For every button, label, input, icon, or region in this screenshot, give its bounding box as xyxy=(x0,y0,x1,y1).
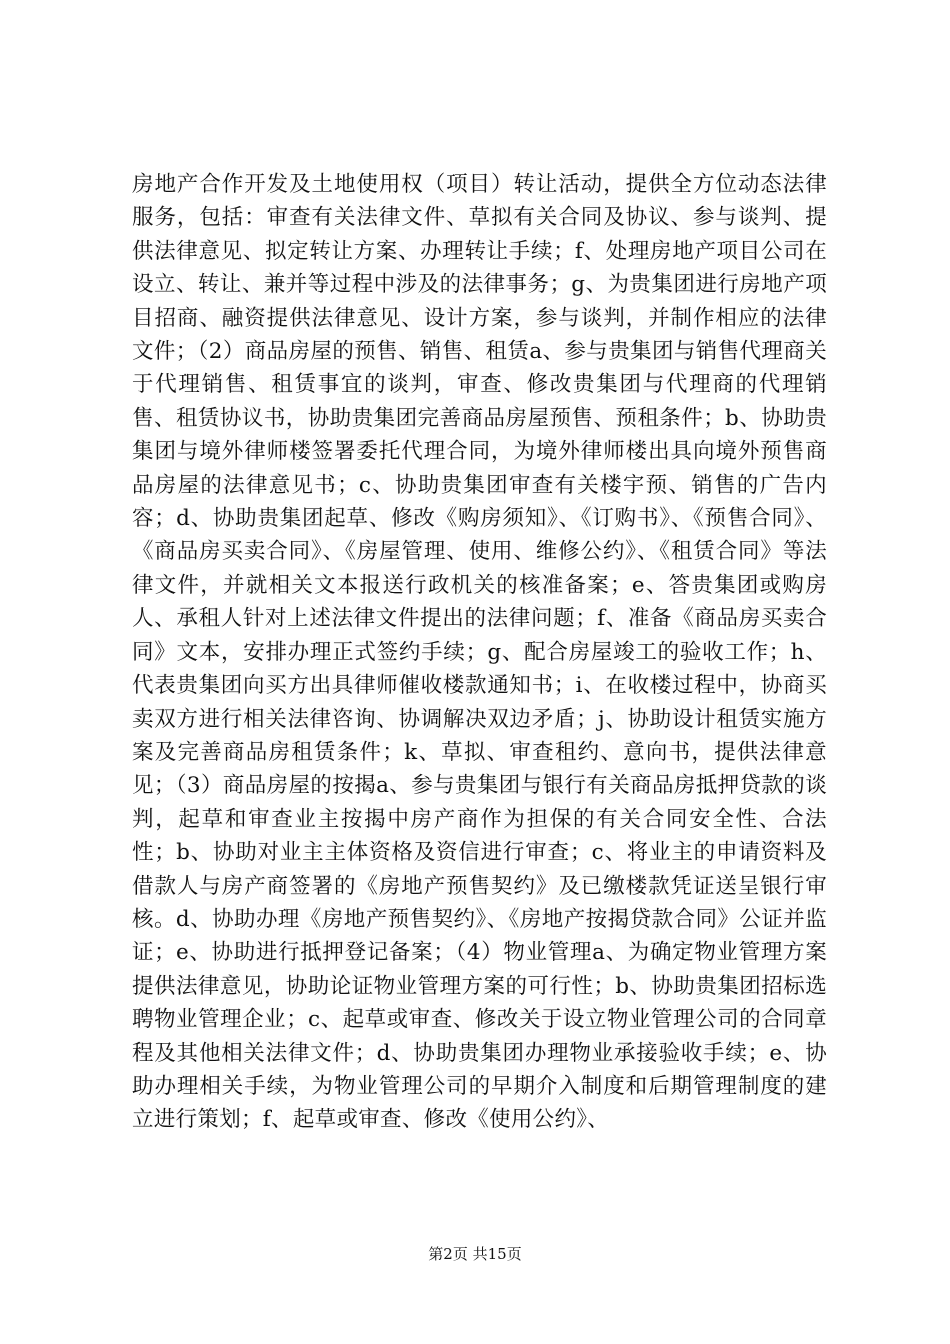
body-paragraph: 房地产合作开发及土地使用权（项目）转让活动，提供全方位动态法律服务，包括：审查有关法律文件、草拟有关合同及协议、参与谈判、提供法律意见、拟定转让方案、办理转让手续；f、处理房地产项目公司在设立、转让、兼并等过程中涉及的法律事务；g、为贵集团进行房地产项目招商、融资提供法律意见、设计方案，参与谈判，并制作相应的法律文件；（2）商品房屋的预售、销售、租赁a、参与贵集团与销售代理商关于代理销售、租赁事宜的谈判，审查、修改贵集团与代理商的代理销售、租赁协议书，协助贵集团完善商品房屋预售、预租条件；b、协助贵集团与境外律师楼签署委托代理合同，为境外律师楼出具向境外预售商品房屋的法律意见书；c、协助贵集团审查有关楼宇预、销售的广告内容；d、协助贵集团起草、修改《购房须知》、《订购书》、《预售合同》、《商品房买卖合同》、《房屋管理、使用、维修公约》、《租赁合同》等法律文件，并就相关文本报送行政机关的核准备案；e、答贵集团或购房人、承租人针对上述法律文件提出的法律问题；f、准备《商品房买卖合同》文本，安排办理正式签约手续；g、配合房屋竣工的验收工作；h、代表贵集团向买方出具律师催收楼款通知书；i、在收楼过程中，协商买卖双方进行相关法律咨询、协调解决双边矛盾；j、协助设计租赁实施方案及完善商品房租赁条件；k、草拟、审查租约、意向书，提供法律意见；（3）商品房屋的按揭a、参与贵集团与银行有关商品房抵押贷款的谈判，起草和审查业主按揭中房产商作为担保的有关合同安全性、合法性；b、协助对业主主体资格及资信进行审查；c、将业主的申请资料及借款人与房产商签署的《房地产预售契约》及已缴楼款凭证送呈银行审核。d、协助办理《房地产预售契约》、《房地产按揭贷款合同》公证并监证；e、协助进行抵押登记备案；（4）物业管理a、为确定物业管理方案提供法律意见，协助论证物业管理方案的可行性；b、协助贵集团招标选聘物业管理企业；c、起草或审查、修改关于设立物业管理公司的合同章程及其他相关法律文件；d、协助贵集团办理物业承接验收手续；e、协助办理相关手续，为物业管理公司的早期介入制度和后期管理制度的建立进行策划；f、起草或审查、修改《使用公约》、 xyxy=(132,172,827,1133)
page-number-footer: 第2页 共15页 xyxy=(428,1245,522,1263)
